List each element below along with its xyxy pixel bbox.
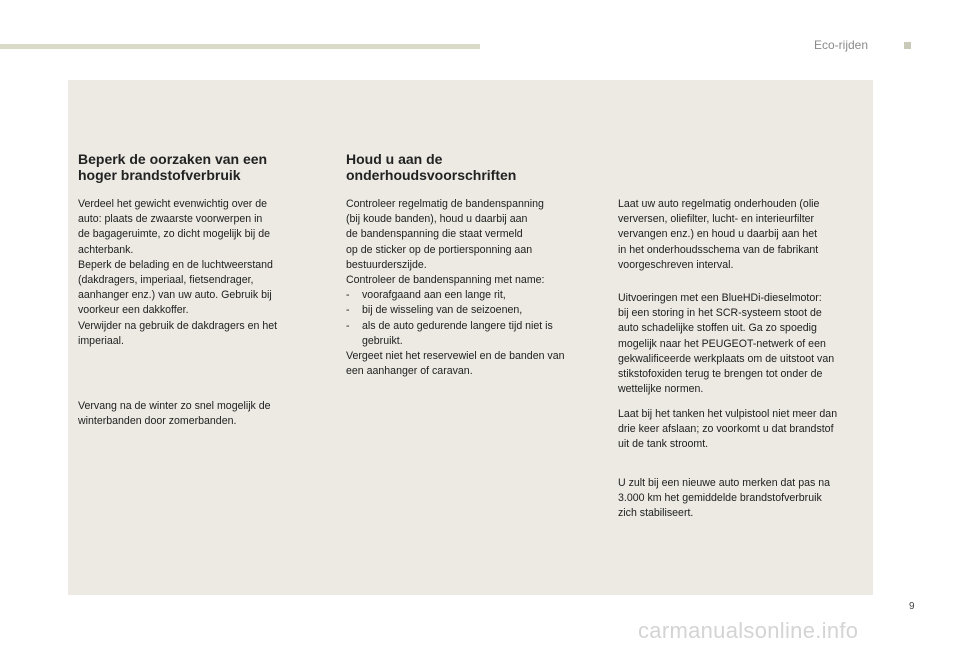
- paragraph-winter-tyres: Vervang na de winter zo snel mogelijk de winterbanden door zomerbanden.: [78, 400, 271, 428]
- paragraph-tyre-pressure: Controleer regelmatig de bandenspanning (bij koude banden), houd u daarbij aan de bandenspanning die staat vermeld op de sticker op de portiersponning aan bestuurderszijde. Controleer de bandenspanning met name: - voorafgaand aan een lange rit, - bij de wisseling van de seizoenen, - als de auto gedurende langere tijd niet is gebruikt. Vergeet niet het reservewiel en de banden van een aanhanger of caravan.: [346, 197, 600, 379]
- section-title: Eco-rijden: [814, 38, 869, 52]
- list-item: - bij de wisseling van de seizoenen,: [346, 304, 523, 317]
- heading-fuel-consumption: Beperk de oorzaken van een hoger brandstofverbruik: [78, 151, 268, 183]
- page-number: 9: [909, 601, 915, 612]
- section-marker: [904, 42, 911, 49]
- header-accent-bar: [0, 44, 480, 49]
- paragraph-refuelling: Laat bij het tanken het vulpistool niet meer dan drie keer afslaan; zo voorkomt u dat brandstof uit de tank stroomt.: [618, 408, 838, 451]
- watermark: carmanualsonline.info: [638, 618, 859, 643]
- list-item: - voorafgaand aan een lange rit,: [346, 289, 506, 302]
- paragraph-service-intervals: Laat uw auto regelmatig onderhouden (olie verversen, oliefilter, lucht- en interieurfilter vervangen enz.) en houd u daarbij aan het in het onderhoudsschema van de fabrikant voorgeschreven interval.: [618, 198, 820, 271]
- list-item: - als de auto gedurende langere tijd niet is: [346, 319, 553, 332]
- heading-maintenance: Houd u aan de onderhoudsvoorschriften: [346, 151, 517, 183]
- paragraph-new-car: U zult bij een nieuwe auto merken dat pas na 3.000 km het gemiddelde brandstofverbruik zich stabiliseert.: [618, 477, 831, 520]
- list-item-continuation: gebruikt.: [362, 334, 403, 347]
- paragraph-weight-distribution: Verdeel het gewicht evenwichtig over de auto: plaats de zwaarste voorwerpen in de bagageruimte, zo dicht mogelijk bij de achterbank. Beperk de belading en de luchtweerstand (dakdragers, imperiaal, fietsendrager, aanhanger enz.) van uw auto. Gebruik bij voorkeur een dakkoffer. Verwijder na gebruik de dakdragers en het imperiaal.: [78, 198, 278, 347]
- paragraph-bluehdi-scr: Uitvoeringen met een BlueHDi-dieselmotor: bij een storing in het SCR-systeem stoot de auto schadelijke stoffen uit. Ga zo spoedig mogelijk naar het PEUGEOT-netwerk of een gekwalificeerde werkplaats om de uitstoot van stikstofoxiden terug te brengen tot onder de wettelijke normen.: [618, 292, 835, 396]
